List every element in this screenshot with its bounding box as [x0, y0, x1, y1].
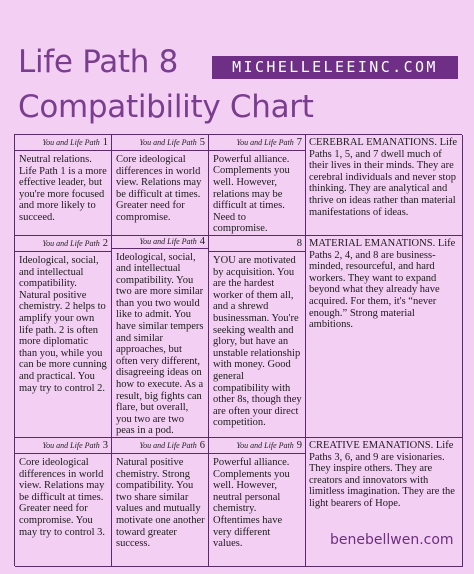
cell-text: YOU are motivated by acquisition. You are the hardest worker of them all, and a shrewd businessman. You're seeking wealth and glory, but have an unstable relationship with money. Good general compatibility with other 8s, though they are often your direct competition.	[213, 255, 302, 429]
cell-life-path-8	[209, 236, 306, 438]
cell-text: Powerful alliance. Complements you well. However, neutral personal chemistry. Oftentimes have very different values.	[213, 457, 290, 550]
sidebar-material	[306, 236, 463, 438]
cell-text: Ideological, social, and intellectual compatibility. You two are more similar than you two would like to admit. You have similar tempers and similar approaches, but often very different, disagreeing ideas on how to execute. As a result, big fights can flare, but overall, you two are two peas in a pod.	[116, 251, 204, 437]
cell-header-number: 9	[296, 440, 302, 451]
cell-text: Core ideological differences in world view. Relations may be difficult at times. Greater need for compromise.	[116, 154, 202, 223]
footer-url[interactable]: benebellwen.com	[330, 532, 454, 548]
cell-header-label: You and Life Path	[42, 239, 100, 248]
cell-header-label: You and Life Path	[139, 138, 197, 147]
cell-life-path-6	[112, 438, 209, 567]
sidebar-text: MATERIAL EMANATIONS. Life Paths 2, 4, and 8 are business-minded, resourceful, and hard workers. They want to expand beyond what they already have acquired. For them, it's “never enough.” Strong material ambitions.	[309, 238, 456, 331]
cell-header-label: You and Life Path	[139, 237, 197, 247]
cell-header-label: You and Life Path	[42, 138, 100, 147]
sidebar-text: CREATIVE EMANATIONS. Life Paths 3, 6, and 9 are visionaries. They inspire others. They are creators and innovators with limitless imagination. They are the light bearers of Hope.	[309, 440, 455, 509]
cell-text: Ideological, social, and intellectual compatibility. Natural positive chemistry. 2 helps to amplify your own life path. 2 is often more diplomatic than you, while you can be more cunning and practical. You may try to control 2.	[19, 255, 107, 394]
cell-header	[15, 236, 111, 252]
cell-header-number: 7	[296, 136, 302, 148]
cell-header-label: You and Life Path	[139, 441, 197, 450]
cell-header	[15, 135, 111, 151]
page-title-line2: Compatibility Chart	[18, 89, 314, 125]
cell-header-label: You and Life Path	[236, 441, 294, 450]
cell-text: Natural positive chemistry. Strong compatibility. You two share similar values and mutually motivate one another toward greater success.	[116, 457, 205, 550]
cell-header-number: 2	[102, 238, 108, 249]
cell-header	[209, 135, 305, 151]
cell-life-path-9	[209, 438, 306, 567]
cell-header-number: 6	[199, 440, 205, 451]
cell-header	[112, 236, 208, 249]
cell-text: Neutral relations. Life Path 1 is a more effective leader, but you're more focused and more likely to succeed.	[19, 154, 107, 223]
cell-header	[209, 438, 305, 454]
cell-header-number: 3	[102, 440, 108, 451]
cell-header-label: You and Life Path	[42, 441, 100, 450]
cell-text: Powerful alliance. Complements you well. However, relations may be difficult at times. Need to compromise.	[213, 153, 290, 235]
cell-header-number: 5	[199, 137, 205, 148]
cell-life-path-5	[112, 135, 209, 236]
cell-text: Core ideological differences in world view. Relations may be difficult at times. Greater need for compromise. You may try to control 3.	[19, 457, 106, 538]
cell-header	[209, 236, 305, 252]
sidebar-text: CEREBRAL EMANATIONS. Life Paths 1, 5, and 7 dwell much of their lives in their minds. They are cerebral individuals and never stop thinking. They are analytical and thrive on ideas rather than material manifestations of ideas.	[309, 137, 458, 218]
cell-header-number: 4	[199, 236, 205, 248]
cell-life-path-4	[112, 236, 209, 438]
cell-header-number: 8	[296, 238, 302, 249]
cell-life-path-3	[15, 438, 112, 567]
cell-header-number: 1	[102, 137, 108, 148]
cell-life-path-1	[15, 135, 112, 236]
cell-header-label: You and Life Path	[236, 137, 294, 147]
cell-header	[112, 438, 208, 454]
cell-life-path-7	[209, 135, 306, 236]
page-title-line1: Life Path 8	[18, 44, 179, 80]
sidebar-cerebral	[306, 135, 463, 236]
cell-life-path-2	[15, 236, 112, 438]
cell-header	[15, 438, 111, 454]
brand-banner: MICHELLELEEINC.COM	[212, 56, 458, 79]
cell-header	[112, 135, 208, 151]
compatibility-table	[14, 134, 462, 566]
